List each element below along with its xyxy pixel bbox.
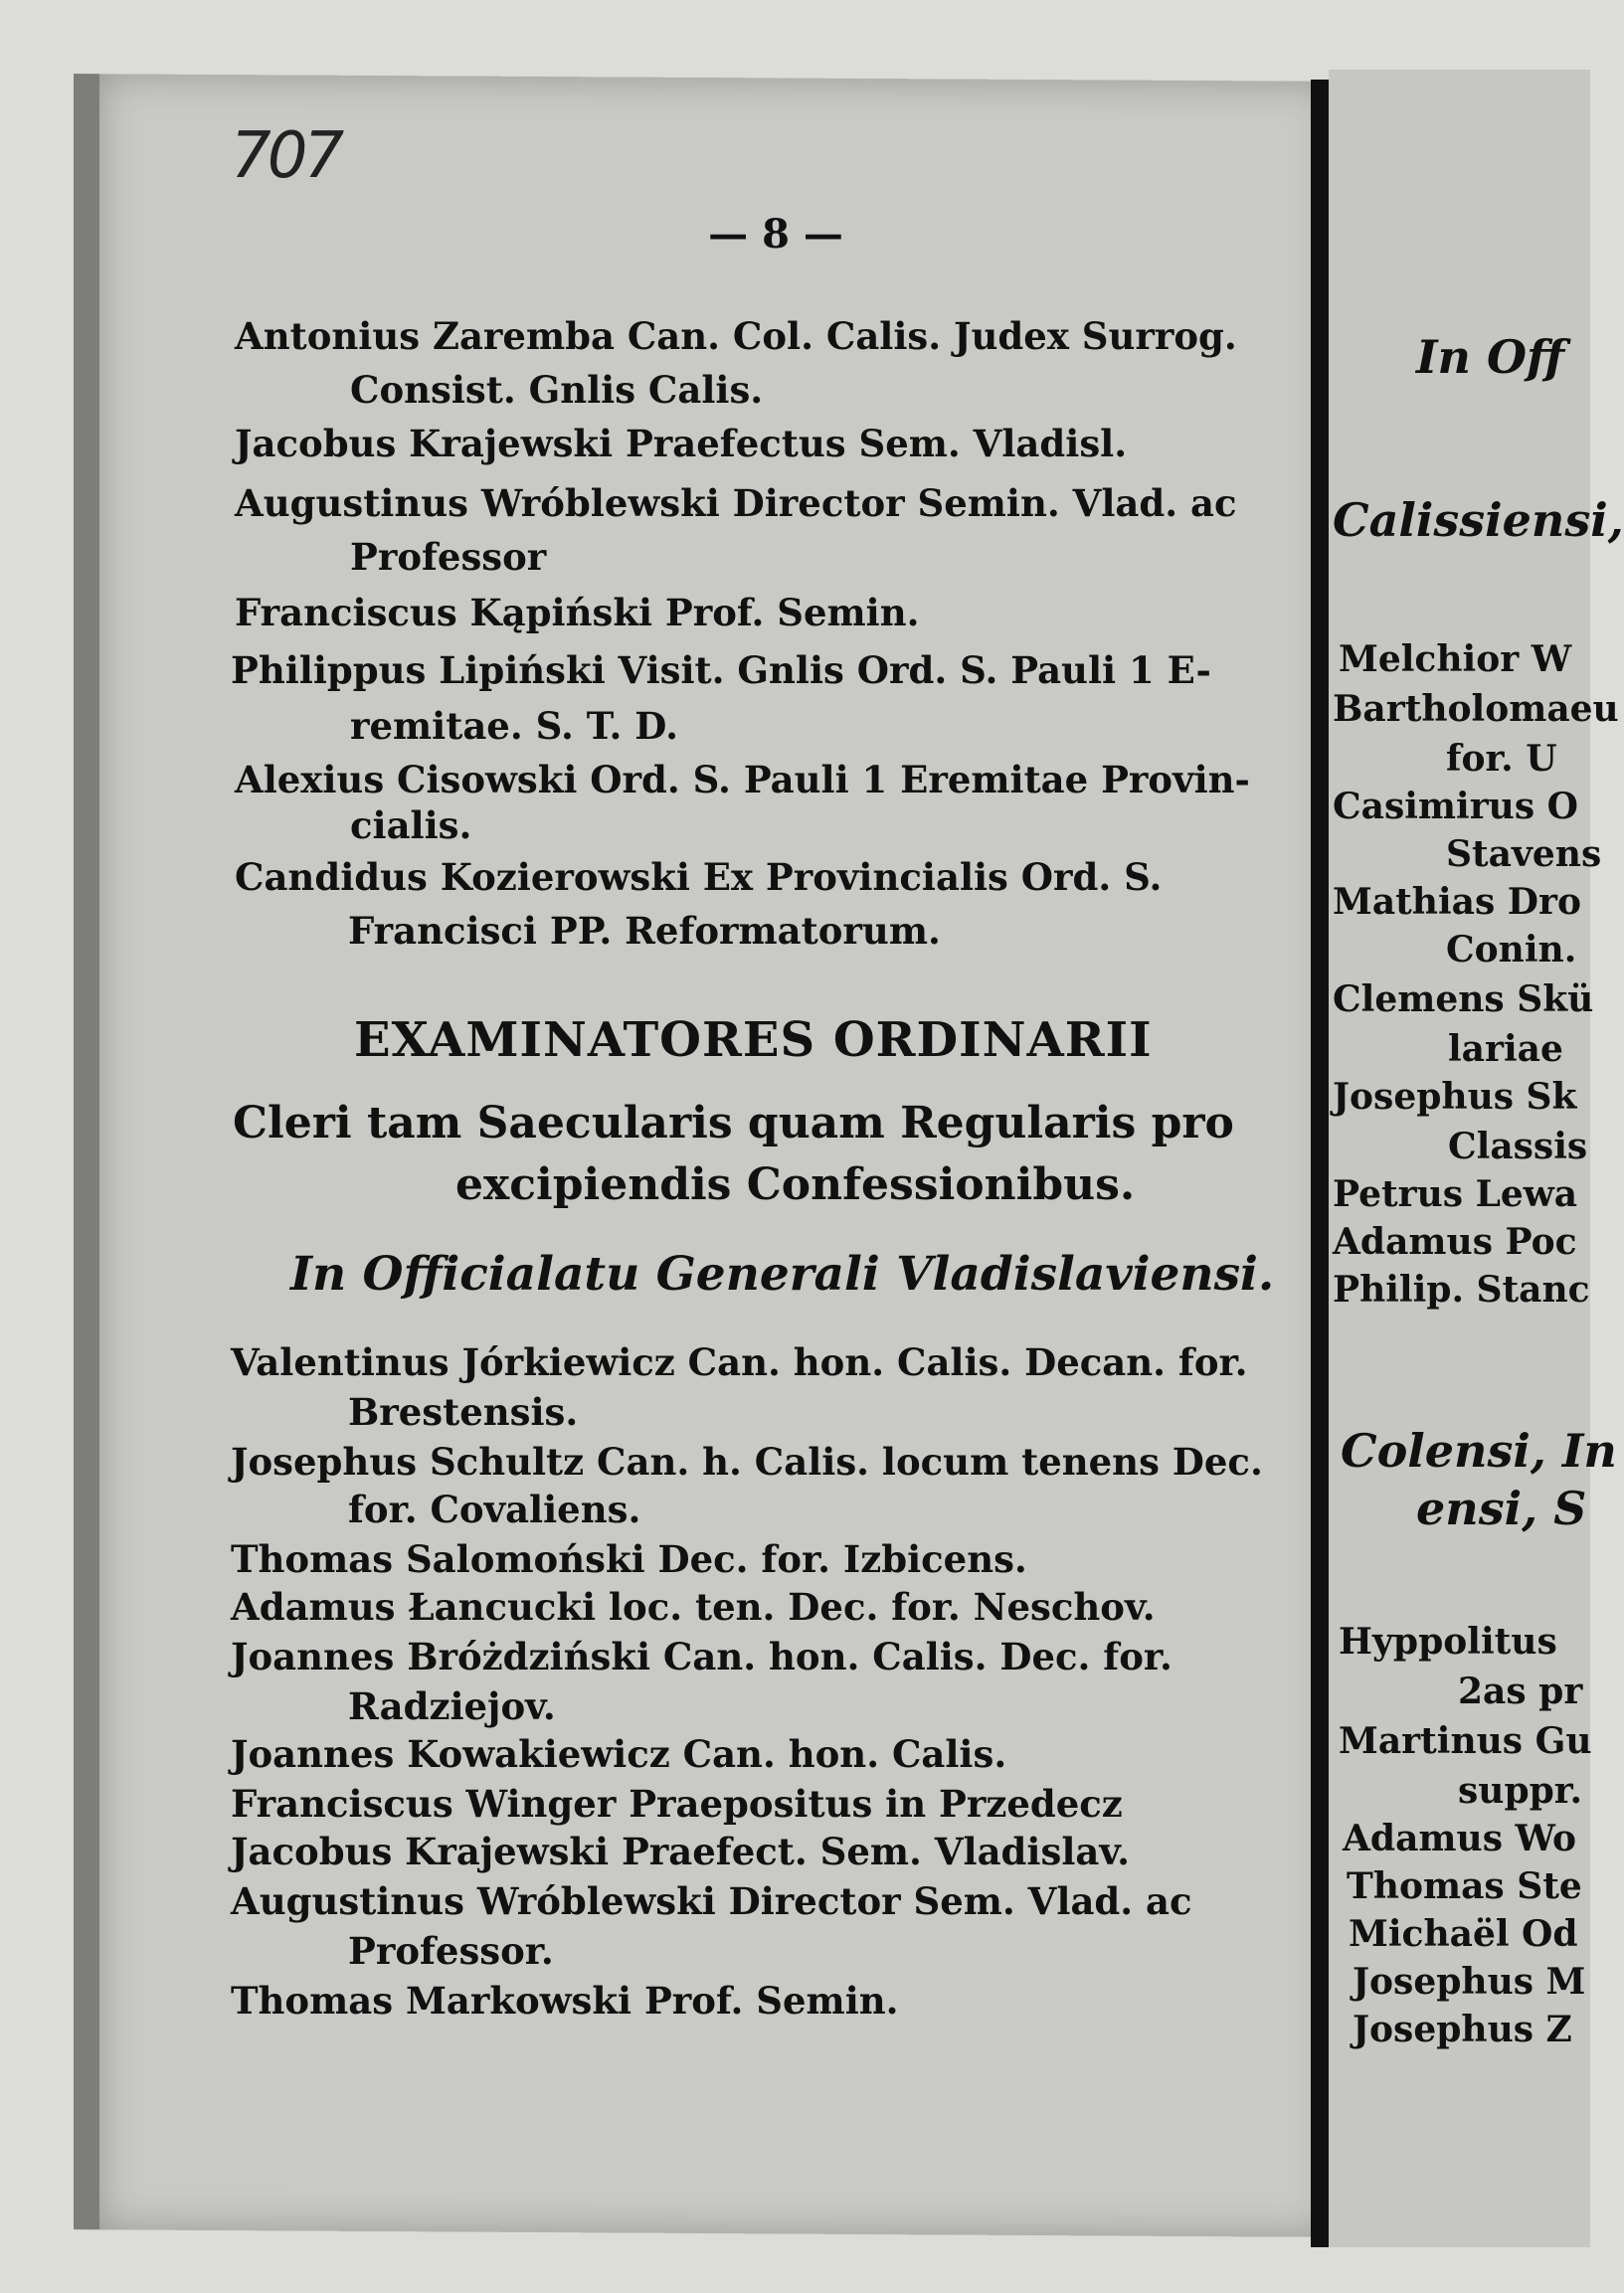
entry-line: for. Covaliens. <box>348 1488 641 1531</box>
entry-line: Jacobus Krajewski Praefect. Sem. Vladislav. <box>231 1830 1131 1873</box>
examinatores-subheading: excipiendis Confessionibus. <box>455 1159 1136 1210</box>
entry-line: Professor. <box>348 1929 554 1973</box>
entry-line: Alexius Cisowski Ord. S. Pauli 1 Eremitae Provin- <box>235 758 1250 801</box>
entry-line: Philippus Lipiński Visit. Gnlis Ord. S. Pauli 1 E- <box>231 648 1211 692</box>
right-line: lariae <box>1448 1028 1563 1070</box>
entry-line: remitae. S. T. D. <box>350 704 678 748</box>
right-line: Josephus Z <box>1353 2009 1572 2050</box>
right-line: Casimirus O <box>1333 786 1578 827</box>
right-line: Petrus Lewa <box>1333 1173 1578 1215</box>
right-heading: ensi, S <box>1416 1482 1587 1535</box>
entry-line: Candidus Kozierowski Ex Provincialis Ord. S. <box>235 855 1163 899</box>
handwritten-page-mark: 707 <box>231 119 341 193</box>
entry-line: Valentinus Jórkiewicz Can. hon. Calis. Decan. for. <box>231 1340 1248 1384</box>
right-line: Stavens <box>1446 833 1602 875</box>
right-line: Thomas Ste <box>1347 1865 1582 1907</box>
right-line: Josephus M <box>1353 1961 1586 2003</box>
right-line: Hyppolitus <box>1339 1621 1557 1663</box>
entry-line: Radziejov. <box>348 1684 556 1728</box>
right-line: Martinus Gu <box>1339 1720 1592 1762</box>
entry-line: cialis. <box>350 803 472 847</box>
entry-line: Thomas Salomoński Dec. for. Izbicens. <box>231 1537 1027 1581</box>
entry-line: Joannes Kowakiewicz Can. hon. Calis. <box>231 1732 1007 1776</box>
entry-line: Brestensis. <box>348 1390 579 1434</box>
right-line: Adamus Wo <box>1343 1818 1577 1859</box>
entry-line: Consist. Gnlis Calis. <box>350 368 764 412</box>
right-line: Conin. <box>1446 929 1577 970</box>
right-line: for. U <box>1446 738 1557 780</box>
entry-line: Franciscus Kąpiński Prof. Semin. <box>235 591 920 634</box>
examinatores-heading: EXAMINATORES ORDINARII <box>354 1012 1153 1068</box>
entry-line: Josephus Schultz Can. h. Calis. locum tenens Dec. <box>231 1440 1263 1484</box>
right-line: Adamus Poc <box>1333 1221 1577 1263</box>
right-line: Mathias Dro <box>1333 881 1581 923</box>
examinatores-subheading: Cleri tam Saecularis quam Regularis pro <box>233 1098 1234 1148</box>
entry-line: Jacobus Krajewski Praefectus Sem. Vladisl. <box>235 422 1128 465</box>
entry-line: Thomas Markowski Prof. Semin. <box>231 1979 899 2023</box>
page-number: — 8 — <box>708 211 843 258</box>
right-heading: In Off <box>1416 330 1565 384</box>
right-line: suppr. <box>1458 1770 1582 1812</box>
entry-line: Professor <box>350 535 547 579</box>
entry-line: Antonius Zaremba Can. Col. Calis. Judex Surrog. <box>235 314 1237 358</box>
right-line: Bartholomaeu <box>1333 688 1619 730</box>
entry-line: Joannes Bróżdziński Can. hon. Calis. Dec. for. <box>231 1635 1173 1678</box>
entry-line: Francisci PP. Reformatorum. <box>348 909 941 953</box>
right-line: Philip. Stanc <box>1333 1269 1590 1311</box>
entry-line: Adamus Łancucki loc. ten. Dec. for. Neschov. <box>231 1585 1156 1629</box>
book-gutter <box>1311 80 1329 2247</box>
right-line: Clemens Skü <box>1333 978 1594 1020</box>
entry-line: Augustinus Wróblewski Director Sem. Vlad. ac <box>231 1879 1192 1923</box>
right-heading: Colensi, In <box>1341 1424 1617 1478</box>
right-line: 2as pr <box>1458 1671 1583 1712</box>
right-line: Classis <box>1448 1126 1588 1167</box>
right-heading: Calissiensi, <box>1333 493 1624 547</box>
right-line: Michaël Od <box>1349 1913 1578 1955</box>
entry-line: Franciscus Winger Praepositus in Przedecz <box>231 1782 1123 1826</box>
officialatu-heading: In Officialatu Generali Vladislaviensi. <box>290 1247 1275 1302</box>
right-line: Melchior W <box>1339 638 1572 680</box>
entry-line: Augustinus Wróblewski Director Semin. Vlad. ac <box>235 481 1237 525</box>
right-line: Josephus Sk <box>1333 1076 1577 1118</box>
